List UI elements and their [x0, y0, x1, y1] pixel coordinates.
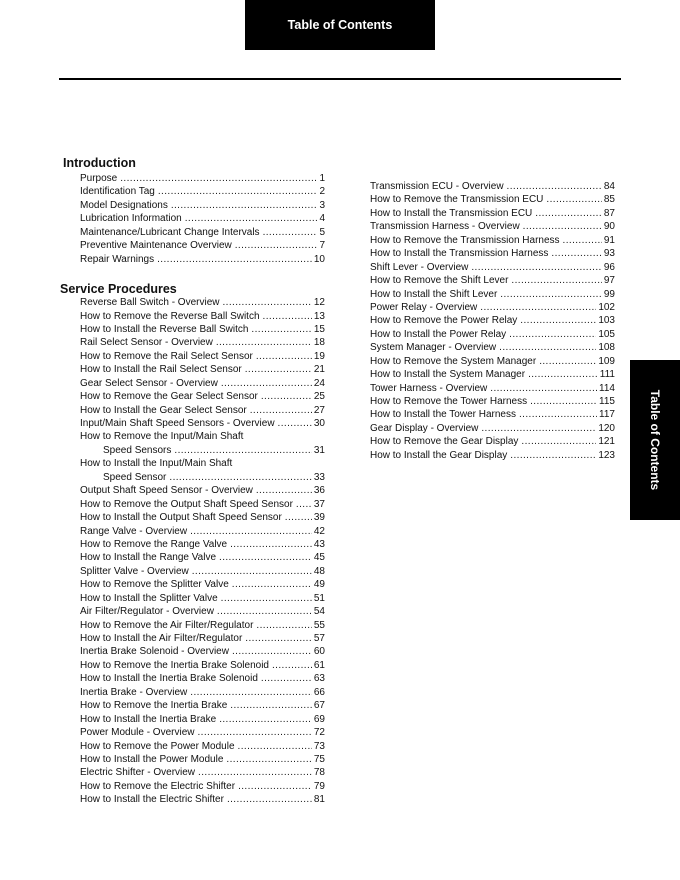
toc-entry-page: 48 — [313, 565, 325, 577]
toc-entry-page: 84 — [603, 181, 615, 192]
toc-entry[interactable] — [80, 239, 325, 252]
toc-entry-continuation[interactable] — [80, 471, 325, 484]
toc-entry-page: 72 — [313, 727, 325, 739]
toc-entry-title: Range Valve - Overview — [80, 525, 188, 537]
toc-entry-page: 1 — [319, 173, 325, 184]
toc-entry-page: 111 — [599, 369, 615, 381]
toc-entry[interactable] — [370, 382, 615, 395]
dot-leader — [185, 212, 318, 225]
dot-leader — [232, 645, 312, 658]
toc-entry[interactable] — [80, 199, 325, 212]
dot-leader — [263, 226, 318, 239]
dot-leader — [235, 239, 318, 252]
toc-entry-title: How to Install the Gear Select Sensor — [80, 404, 247, 416]
toc-entry-page: 4 — [319, 213, 325, 225]
dot-leader — [219, 551, 312, 564]
toc-entry-title: Output Shaft Speed Sensor - Overview — [80, 485, 253, 497]
toc-entry-page: 45 — [313, 552, 325, 564]
toc-entry-title: How to Install the Gear Display — [370, 449, 508, 461]
toc-entry[interactable] — [370, 355, 615, 368]
toc-entry[interactable] — [370, 234, 615, 247]
toc-entry-page: 10 — [313, 253, 325, 265]
toc-entry[interactable] — [80, 498, 325, 511]
dot-leader — [238, 740, 312, 753]
toc-entry-page: 13 — [313, 310, 325, 322]
toc-entry-page: 78 — [313, 767, 325, 779]
toc-entry[interactable] — [370, 193, 615, 206]
dot-leader — [216, 336, 312, 349]
dot-leader — [219, 713, 312, 726]
toc-entry[interactable] — [80, 645, 325, 658]
toc-entry[interactable] — [80, 172, 325, 185]
toc-entry-page: 57 — [313, 633, 325, 644]
toc-entry-title: How to Install the Rail Select Sensor — [80, 364, 242, 376]
toc-entry-title: How to Install the Range Valve — [80, 552, 217, 564]
toc-entry[interactable] — [80, 185, 325, 198]
toc-entry-title: Power Relay - Overview — [370, 301, 478, 313]
toc-entry[interactable] — [80, 336, 325, 349]
toc-entry-title: Preventive Maintenance Overview — [80, 240, 232, 252]
dot-leader — [285, 511, 312, 524]
toc-entry-title: How to Install the Inertia Brake — [80, 713, 217, 725]
toc-entry[interactable] — [370, 435, 615, 448]
toc-entry-page: 81 — [313, 794, 325, 806]
section-gap — [80, 266, 325, 296]
toc-entry-page: 18 — [313, 337, 325, 349]
toc-entry-title: How to Remove the Inertia Brake Solenoid — [80, 659, 269, 671]
header-tab-label: Table of Contents — [287, 18, 393, 32]
toc-entry[interactable] — [80, 417, 325, 430]
toc-entry-page: 27 — [313, 404, 325, 416]
dot-leader — [157, 253, 312, 266]
dot-leader — [546, 193, 601, 206]
toc-entry-page: 30 — [313, 418, 325, 429]
toc-entry-page: 96 — [603, 261, 615, 273]
dot-leader — [256, 350, 312, 363]
toc-entry-title: Inertia Brake - Overview — [80, 686, 188, 698]
toc-entry-page: 49 — [313, 579, 325, 591]
dot-leader — [261, 672, 312, 685]
toc-entry-page: 117 — [599, 409, 615, 421]
dot-leader — [190, 686, 312, 699]
toc-entry-title: How to Install the Splitter Valve — [80, 592, 218, 604]
toc-entry-title: Speed Sensors — [103, 444, 172, 456]
toc-entry-title: Reverse Ball Switch - Overview — [80, 297, 220, 309]
toc-entry[interactable] — [80, 740, 325, 753]
toc-entry-page: 7 — [319, 240, 325, 252]
toc-entry[interactable] — [80, 296, 325, 309]
toc-entry-page: 55 — [313, 619, 325, 631]
toc-entry-page: 97 — [603, 275, 615, 287]
toc-entry-page: 90 — [603, 221, 615, 233]
dot-leader — [171, 199, 318, 212]
toc-entry-title: How to Install the Power Module — [80, 753, 224, 765]
toc-entry-page: 31 — [313, 444, 325, 456]
dot-leader — [263, 310, 312, 323]
dot-leader — [520, 314, 596, 327]
toc-entry[interactable] — [80, 430, 325, 443]
toc-entry-title: Gear Display - Overview — [370, 422, 479, 434]
toc-entry-title: Inertia Brake Solenoid - Overview — [80, 646, 229, 658]
dot-leader — [509, 328, 596, 341]
toc-entry[interactable] — [370, 328, 615, 341]
header-tab — [245, 0, 435, 50]
toc-entry-page: 15 — [313, 323, 325, 335]
toc-entry[interactable] — [80, 686, 325, 699]
toc-entry-page: 99 — [603, 288, 615, 300]
toc-entry-title: System Manager - Overview — [370, 342, 497, 354]
toc-entry-page: 105 — [598, 328, 615, 340]
toc-entry-title: How to Remove the Power Relay — [370, 315, 518, 327]
toc-entry-title: How to Install the Transmission ECU — [370, 207, 533, 219]
dot-leader — [499, 341, 596, 354]
toc-entry[interactable] — [80, 212, 325, 225]
dot-leader — [245, 632, 312, 645]
toc-entry-title: How to Remove the Transmission ECU — [370, 194, 544, 206]
toc-entry-title: Repair Warnings — [80, 253, 155, 265]
dot-leader — [563, 234, 602, 247]
toc-entry-page: 120 — [598, 422, 615, 434]
dot-leader — [510, 449, 596, 462]
dot-leader — [232, 578, 312, 591]
toc-entry-title: How to Remove the Transmission Harness — [370, 234, 560, 246]
toc-entry-title: How to Remove the Tower Harness — [370, 396, 528, 407]
toc-entry-title: How to Remove the Gear Display — [370, 436, 519, 448]
toc-entry-title: How to Install the Air Filter/Regulator — [80, 633, 243, 644]
side-tab-label: Table of Contents — [648, 389, 662, 491]
dot-leader — [507, 180, 602, 193]
toc-entry-title: Maintenance/Lubricant Change Intervals — [80, 226, 260, 238]
toc-entry-title: How to Remove the Power Module — [80, 740, 235, 752]
dot-leader — [278, 417, 312, 430]
toc-entry-title: Electric Shifter - Overview — [80, 767, 196, 779]
dot-leader — [222, 296, 311, 309]
dot-leader — [245, 363, 312, 376]
toc-entry-page: 109 — [598, 355, 615, 367]
toc-right-list — [370, 180, 615, 462]
toc-entry[interactable] — [370, 422, 615, 435]
toc-entry[interactable] — [80, 766, 325, 779]
toc-entry-page: 19 — [313, 350, 325, 362]
toc-entry-title: Lubrication Information — [80, 213, 182, 225]
toc-entry[interactable] — [80, 350, 325, 363]
toc-entry[interactable] — [370, 368, 615, 381]
toc-introduction-list — [80, 172, 325, 266]
toc-entry-title: Purpose — [80, 173, 118, 184]
toc-entry-title: How to Install the System Manager — [370, 369, 526, 381]
toc-entry[interactable] — [80, 457, 325, 470]
toc-entry[interactable] — [80, 713, 325, 726]
toc-entry[interactable] — [80, 726, 325, 739]
toc-entry[interactable] — [370, 395, 615, 408]
toc-entry[interactable] — [370, 247, 615, 260]
dot-leader — [198, 766, 312, 779]
toc-entry-title: How to Install the Power Relay — [370, 328, 507, 340]
toc-entry-title: How to Install the Input/Main Shaft — [80, 458, 233, 470]
toc-entry[interactable] — [80, 780, 325, 793]
toc-entry-title: How to Install the Reverse Ball Switch — [80, 323, 249, 335]
dot-leader — [250, 404, 312, 417]
toc-entry-page: 66 — [313, 686, 325, 698]
toc-entry-page: 121 — [598, 436, 615, 448]
dot-leader — [535, 207, 602, 220]
toc-entry-title: How to Remove the Gear Select Sensor — [80, 391, 258, 403]
toc-entry-page: 61 — [313, 659, 325, 671]
dot-leader — [521, 435, 596, 448]
toc-entry-page: 51 — [313, 592, 325, 604]
dot-leader — [500, 288, 602, 301]
toc-entry-page: 85 — [603, 194, 615, 206]
dot-leader — [539, 355, 596, 368]
toc-entry-title: How to Remove the Inertia Brake — [80, 700, 228, 712]
toc-entry-title: Identification Tag — [80, 186, 155, 198]
dot-leader — [120, 172, 317, 185]
header-divider — [59, 78, 621, 80]
toc-entry-page: 21 — [313, 364, 325, 376]
dot-leader — [217, 605, 312, 618]
toc-entry[interactable] — [80, 377, 325, 390]
toc-entry-page: 103 — [598, 315, 615, 327]
toc-entry[interactable] — [370, 274, 615, 287]
toc-entry[interactable] — [80, 619, 325, 632]
toc-entry[interactable] — [80, 525, 325, 538]
toc-entry-title: How to Install the Transmission Harness — [370, 248, 549, 260]
toc-entry-title: Speed Sensor — [103, 471, 167, 483]
toc-entry[interactable] — [370, 261, 615, 274]
toc-entry-page: 114 — [599, 382, 615, 394]
toc-entry-title: How to Install the Output Shaft Speed Sensor — [80, 512, 282, 524]
toc-entry-title: How to Remove the Electric Shifter — [80, 780, 236, 792]
toc-entry-title: How to Remove the Input/Main Shaft — [80, 431, 244, 443]
toc-entry-title: Tower Harness - Overview — [370, 382, 488, 394]
dot-leader — [511, 274, 601, 287]
dot-leader — [226, 753, 311, 766]
toc-entry-page: 3 — [319, 199, 325, 211]
toc-entry-page: 91 — [603, 234, 615, 246]
dot-leader — [169, 471, 311, 484]
toc-entry-page: 42 — [313, 525, 325, 537]
toc-entry[interactable] — [80, 592, 325, 605]
section-title-introduction: Introduction — [63, 156, 136, 170]
toc-entry-title: How to Remove the Splitter Valve — [80, 579, 229, 591]
toc-entry[interactable] — [80, 699, 325, 712]
dot-leader — [480, 301, 596, 314]
toc-entry-title: How to Remove the Air Filter/Regulator — [80, 619, 254, 631]
dot-leader — [490, 382, 597, 395]
toc-entry-page: 67 — [313, 700, 325, 712]
dot-leader — [158, 185, 318, 198]
toc-entry-title: How to Remove the Range Valve — [80, 538, 228, 550]
toc-entry[interactable] — [80, 404, 325, 417]
dot-leader — [197, 726, 311, 739]
dot-leader — [296, 498, 312, 511]
toc-entry-title: Model Designations — [80, 199, 168, 211]
toc-entry-page: 37 — [313, 498, 325, 510]
dot-leader — [272, 659, 312, 672]
toc-entry[interactable] — [80, 605, 325, 618]
toc-entry-title: Gear Select Sensor - Overview — [80, 377, 218, 389]
toc-entry-page: 2 — [319, 186, 325, 198]
toc-entry-page: 79 — [313, 780, 325, 792]
toc-entry[interactable] — [80, 226, 325, 239]
dot-leader — [523, 220, 602, 233]
dot-leader — [238, 780, 312, 793]
toc-entry-page: 102 — [598, 301, 615, 313]
dot-leader — [530, 395, 597, 408]
toc-entry-title: Air Filter/Regulator - Overview — [80, 606, 214, 618]
toc-entry-title: How to Install the Tower Harness — [370, 409, 516, 421]
toc-entry-title: Power Module - Overview — [80, 727, 195, 739]
dot-leader — [471, 261, 602, 274]
dot-leader — [481, 422, 596, 435]
toc-entry-page: 24 — [313, 377, 325, 389]
toc-entry-page: 108 — [598, 342, 615, 354]
toc-entry-title: How to Remove the Shift Lever — [370, 275, 509, 287]
toc-entry-page: 36 — [313, 485, 325, 497]
toc-entry-page: 73 — [313, 740, 325, 752]
toc-service-procedures-list — [80, 296, 325, 807]
toc-entry[interactable] — [370, 408, 615, 421]
dot-leader — [221, 377, 312, 390]
toc-entry[interactable] — [80, 253, 325, 266]
toc-entry-page: 25 — [313, 391, 325, 403]
dot-leader — [230, 699, 312, 712]
toc-entry-title: Transmission ECU - Overview — [370, 181, 504, 192]
toc-entry[interactable] — [80, 390, 325, 403]
toc-entry[interactable] — [370, 449, 615, 462]
toc-entry-title: Splitter Valve - Overview — [80, 565, 189, 577]
toc-entry[interactable] — [80, 484, 325, 497]
toc-entry-page: 115 — [599, 396, 615, 407]
toc-entry-page: 69 — [313, 713, 325, 725]
dot-leader — [551, 247, 601, 260]
toc-entry[interactable] — [80, 538, 325, 551]
toc-entry-page: 63 — [313, 673, 325, 685]
toc-entry[interactable] — [80, 578, 325, 591]
toc-entry-page: 39 — [313, 512, 325, 524]
toc-entry-title: Transmission Harness - Overview — [370, 221, 520, 233]
dot-leader — [190, 525, 312, 538]
toc-entry-page: 12 — [313, 297, 325, 309]
toc-entry[interactable] — [80, 363, 325, 376]
toc-entry-page: 5 — [319, 226, 325, 238]
toc-entry[interactable] — [80, 793, 325, 806]
side-tab — [630, 360, 680, 520]
toc-entry[interactable] — [80, 310, 325, 323]
toc-entry[interactable] — [370, 341, 615, 354]
toc-entry[interactable] — [80, 632, 325, 645]
toc-entry-page: 43 — [313, 538, 325, 550]
toc-entry-title: Rail Select Sensor - Overview — [80, 337, 213, 349]
toc-entry-page: 93 — [603, 248, 615, 260]
toc-entry-title: How to Install the Inertia Brake Solenoid — [80, 673, 258, 685]
toc-left-column — [80, 172, 325, 807]
toc-entry-title: How to Install the Electric Shifter — [80, 794, 224, 806]
toc-entry-page: 54 — [313, 606, 325, 618]
toc-entry[interactable] — [80, 323, 325, 336]
section-title-service-procedures: Service Procedures — [60, 282, 177, 296]
dot-leader — [221, 592, 312, 605]
toc-entry-title: Shift Lever - Overview — [370, 261, 469, 273]
toc-entry[interactable] — [80, 672, 325, 685]
dot-leader — [227, 793, 312, 806]
toc-entry[interactable] — [370, 207, 615, 220]
toc-entry-continuation[interactable] — [80, 444, 325, 457]
dot-leader — [256, 484, 312, 497]
dot-leader — [230, 538, 312, 551]
toc-entry-page: 75 — [313, 753, 325, 765]
toc-entry-title: How to Remove the Reverse Ball Switch — [80, 310, 260, 322]
toc-entry-title: How to Remove the Rail Select Sensor — [80, 350, 253, 362]
dot-leader — [192, 565, 312, 578]
toc-entry-title: Input/Main Shaft Speed Sensors - Overview — [80, 418, 275, 429]
toc-entry[interactable] — [80, 659, 325, 672]
dot-leader — [256, 619, 311, 632]
toc-entry-page: 87 — [603, 207, 615, 219]
toc-entry[interactable] — [370, 220, 615, 233]
toc-entry-page: 33 — [313, 471, 325, 483]
dot-leader — [519, 408, 597, 421]
toc-entry-title: How to Install the Shift Lever — [370, 288, 498, 300]
toc-entry[interactable] — [370, 288, 615, 301]
toc-entry-title: How to Remove the System Manager — [370, 355, 537, 367]
dot-leader — [528, 368, 598, 381]
toc-entry-title: How to Remove the Output Shaft Speed Sensor — [80, 498, 293, 510]
toc-entry[interactable] — [80, 753, 325, 766]
toc-entry[interactable] — [370, 180, 615, 193]
dot-leader — [261, 390, 312, 403]
toc-entry-page: 123 — [598, 449, 615, 461]
dot-leader — [251, 323, 311, 336]
toc-entry[interactable] — [80, 511, 325, 524]
toc-right-column — [370, 180, 615, 462]
toc-entry-page: 60 — [313, 646, 325, 658]
toc-entry[interactable] — [80, 565, 325, 578]
dot-leader — [174, 444, 311, 457]
toc-entry[interactable] — [80, 551, 325, 564]
toc-entry[interactable] — [370, 314, 615, 327]
toc-entry[interactable] — [370, 301, 615, 314]
